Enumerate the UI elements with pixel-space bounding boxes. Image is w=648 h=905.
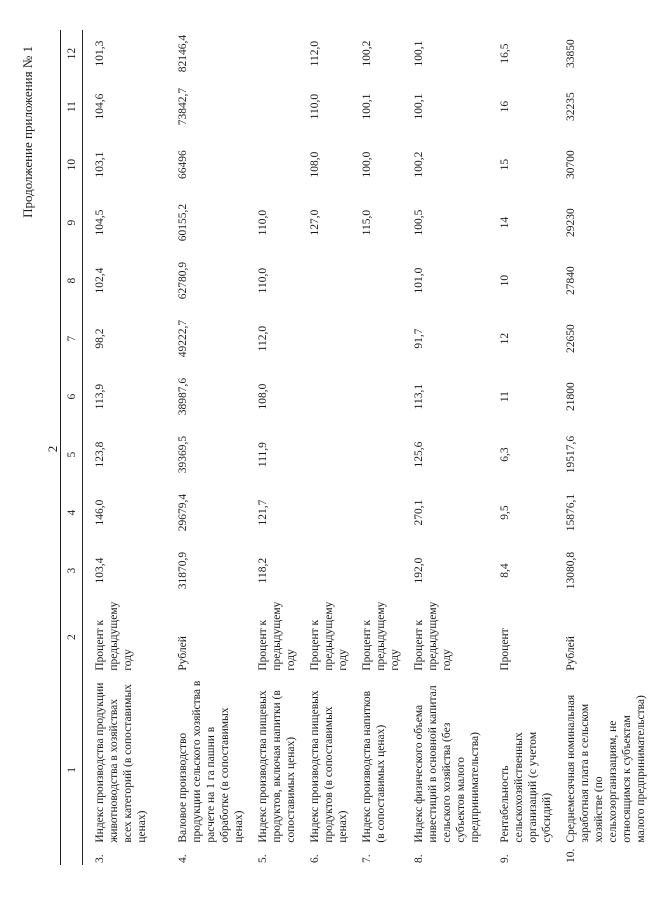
row-number: 10. (564, 848, 577, 863)
value-cell (350, 426, 402, 484)
header-cell: 4 (61, 484, 83, 542)
value-cell: 100,5 (412, 209, 425, 236)
value-cell: 21800 (564, 382, 577, 411)
value-cell: 32235 (564, 92, 577, 121)
indicator-name: Индекс физического объема инвестиций в основной капитал сельского хозяйства (без субъектов малого предпринимательства) (412, 685, 481, 843)
unit-of-measure: Процент к предыдущему году (256, 601, 297, 671)
header-cell: 9 (61, 194, 83, 252)
value-cell (298, 368, 350, 426)
table-row (488, 30, 554, 865)
table-row (166, 30, 246, 865)
value-cell (298, 426, 350, 484)
value-cell: 98,2 (94, 328, 106, 349)
value-cell (350, 484, 402, 542)
value-cell: 146,0 (94, 499, 106, 526)
header-cell: 2 (61, 600, 83, 675)
value-cell: 110,0 (256, 209, 269, 236)
row-number: 7. (360, 854, 373, 863)
value-cell: 19517,6 (564, 435, 577, 474)
header-cell: 5 (61, 426, 83, 484)
value-cell: 108,0 (308, 151, 321, 178)
row-number: 9. (498, 854, 511, 863)
table-row (402, 30, 488, 865)
value-cell: 29679,4 (176, 493, 189, 532)
unit-of-measure: Процент к предыдущему году (360, 601, 401, 671)
value-cell: 30700 (564, 150, 577, 179)
unit-of-measure: Процент к предыдущему году (94, 601, 134, 671)
header-cell: 6 (61, 368, 83, 426)
unit-of-measure: Рублей (176, 636, 189, 671)
header-cell: 1 (61, 675, 83, 865)
indicator-name: Валовое производство продукции сельского хозяйства в расчете на 1 га пашни в обработке (в сопоставимых ценах) (176, 680, 245, 843)
indicator-name: Рентабельность сельскохозяйственных организаций (с учетом субсидий) (498, 731, 553, 843)
rotated-page-content (20, 25, 647, 885)
table-row (83, 30, 166, 865)
indicator-name: Среднемесячная номинальная заработная плата в сельском хозяйстве (по сельхозорганизациям, не относящимся к субъектам малого предпринимательства) (564, 694, 647, 843)
value-cell: 27840 (564, 266, 577, 295)
value-cell: 101,3 (94, 40, 106, 67)
value-cell: 125,6 (412, 441, 425, 468)
value-cell: 100,2 (360, 40, 373, 67)
page-number: 2 (45, 445, 60, 453)
value-cell: 100,1 (412, 93, 425, 120)
row-number: 8. (412, 854, 425, 863)
indicators-table (60, 30, 648, 865)
value-cell (350, 310, 402, 368)
value-cell: 33850 (564, 39, 577, 68)
value-cell: 60155,2 (176, 203, 189, 242)
table-header-row (61, 30, 83, 865)
indicator-name: Индекс производства пищевых продуктов, включая напитки (в сопоставимых ценах) (256, 690, 297, 843)
header-cell: 8 (61, 252, 83, 310)
value-cell: 101,0 (412, 267, 425, 294)
header-cell: 10 (61, 136, 83, 194)
continuation-title: Продолжение приложения № 1 (20, 46, 35, 218)
value-cell: 8,4 (498, 563, 511, 578)
value-cell: 39369,5 (176, 435, 189, 474)
value-cell: 82146,4 (176, 34, 189, 73)
value-cell: 29230 (564, 208, 577, 237)
table-row (554, 30, 648, 865)
value-cell: 110,0 (256, 267, 269, 294)
value-cell: 49222,7 (176, 319, 189, 358)
indicator-name: Индекс производства напитков (в сопоставимых ценах) (360, 690, 387, 843)
value-cell: 15 (498, 158, 511, 171)
value-cell: 66496 (176, 150, 189, 179)
header-cell: 11 (61, 78, 83, 136)
row-number: 4. (176, 854, 189, 863)
header-cell: 3 (61, 542, 83, 600)
value-cell: 127,0 (308, 209, 321, 236)
value-cell (298, 484, 350, 542)
value-cell: 111,9 (256, 442, 269, 468)
value-cell: 22650 (564, 324, 577, 353)
value-cell (298, 252, 350, 310)
value-cell (350, 368, 402, 426)
row-number: 6. (308, 854, 321, 863)
value-cell (246, 30, 298, 78)
value-cell: 100,0 (360, 151, 373, 178)
value-cell: 192,0 (412, 557, 425, 584)
header-cell: 7 (61, 310, 83, 368)
value-cell: 103,1 (94, 151, 106, 178)
unit-of-measure: Процент к предыдущему году (308, 601, 349, 671)
value-cell: 91,7 (412, 328, 425, 349)
unit-of-measure: Процент к предыдущему году (412, 601, 453, 671)
value-cell: 102,4 (94, 267, 106, 294)
value-cell: 6,3 (498, 447, 511, 462)
value-cell: 118,2 (256, 557, 269, 584)
value-cell: 100,1 (360, 93, 373, 120)
value-cell: 103,4 (94, 557, 106, 584)
value-cell (298, 542, 350, 600)
value-cell: 73842,7 (176, 87, 189, 126)
value-cell: 110,0 (308, 93, 321, 120)
unit-of-measure: Рублей (564, 636, 577, 671)
value-cell: 15876,1 (564, 493, 577, 532)
value-cell: 62780,9 (176, 261, 189, 300)
value-cell (246, 136, 298, 194)
value-cell (350, 252, 402, 310)
value-cell (246, 78, 298, 136)
value-cell: 16 (498, 100, 511, 113)
table-row (246, 30, 298, 865)
indicator-name: Индекс производства пищевых продуктов (в сопоставимых ценах) (308, 690, 349, 843)
value-cell: 12 (498, 332, 511, 345)
value-cell: 9,5 (498, 505, 511, 520)
value-cell: 123,8 (94, 441, 106, 468)
value-cell: 115,0 (360, 209, 373, 236)
table-row (350, 30, 402, 865)
value-cell: 112,0 (256, 325, 269, 352)
value-cell: 14 (498, 216, 511, 229)
value-cell: 113,9 (94, 383, 106, 410)
value-cell: 16,5 (498, 43, 511, 64)
value-cell: 38987,6 (176, 377, 189, 416)
value-cell: 100,2 (412, 151, 425, 178)
value-cell: 108,0 (256, 383, 269, 410)
value-cell (298, 310, 350, 368)
row-number: 3. (94, 854, 106, 863)
value-cell (350, 542, 402, 600)
value-cell: 270,1 (412, 499, 425, 526)
value-cell: 13080,8 (564, 551, 577, 590)
value-cell: 104,6 (94, 93, 106, 120)
value-cell: 121,7 (256, 499, 269, 526)
value-cell: 10 (498, 274, 511, 287)
table-row (298, 30, 350, 865)
value-cell: 11 (498, 391, 511, 403)
value-cell: 31870,9 (176, 551, 189, 590)
value-cell: 104,5 (94, 209, 106, 236)
value-cell: 113,1 (412, 383, 425, 410)
indicator-name: Индекс производства продукции животноводства в хозяйствах всех категорий (в сопоставимых ценах) (94, 682, 148, 843)
unit-of-measure: Процент (498, 628, 511, 671)
value-cell: 112,0 (308, 40, 321, 67)
value-cell: 100,1 (412, 40, 425, 67)
row-number: 5. (256, 854, 269, 863)
header-cell: 12 (61, 30, 83, 78)
